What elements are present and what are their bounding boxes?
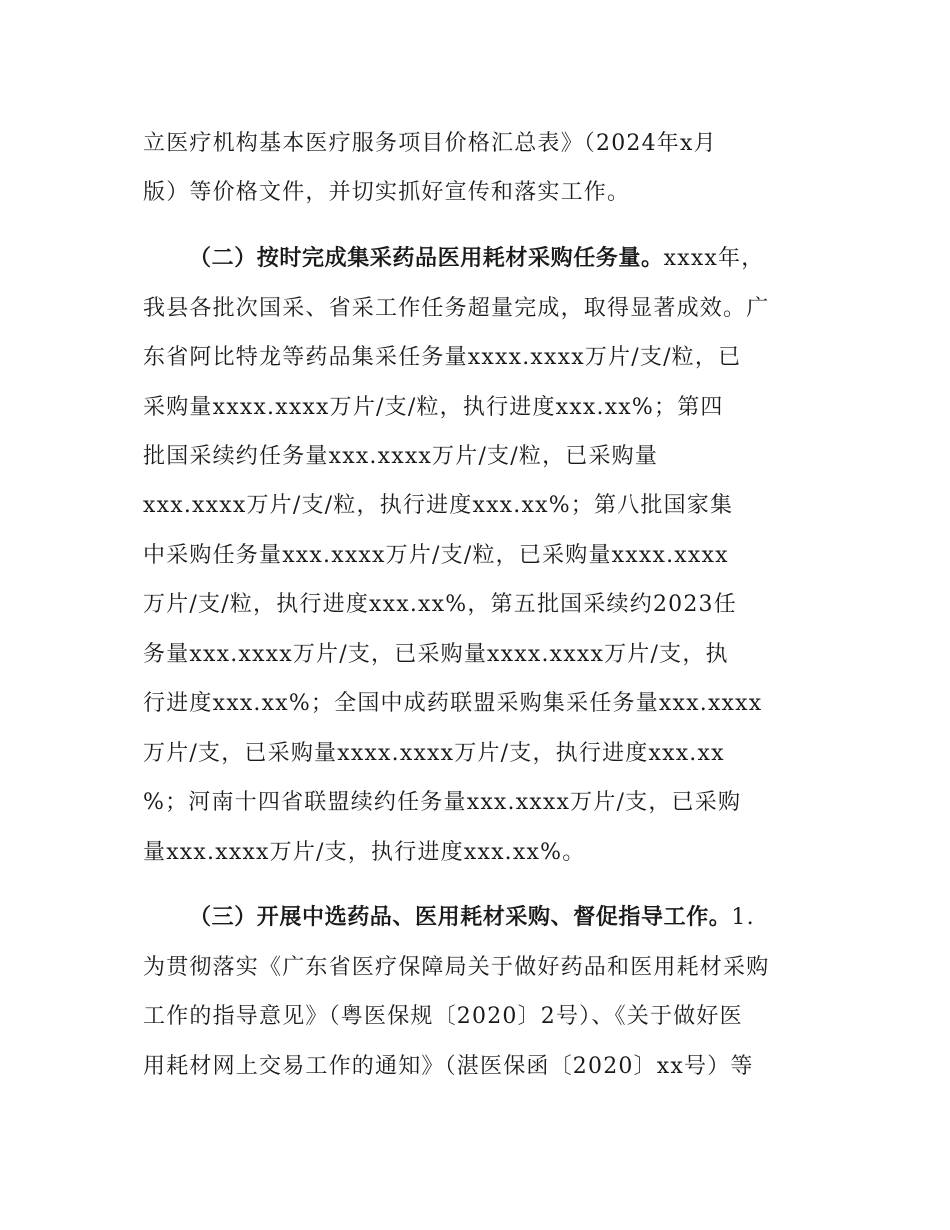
section-heading-3: （三）开展中选药品、医用耗材采购、督促指导工作。 <box>189 905 732 930</box>
paragraph-line: 采购量xxxx.xxxx万片/支/粒，执行进度xxx.xx%；第四 <box>143 395 724 420</box>
paragraph-line: 中采购任务量xxx.xxxx万片/支/粒，已采购量xxxx.xxxx <box>143 543 729 568</box>
paragraph-line: %；河南十四省联盟续约任务量xxx.xxxx万片/支，已采购 <box>143 790 742 815</box>
paragraph-text: xxxx年， <box>663 246 765 271</box>
paragraph-line: 行进度xxx.xx%；全国中成药联盟采购集采任务量xxx.xxxx <box>143 691 763 716</box>
paragraph-line: 万片/支，已采购量xxxx.xxxx万片/支，执行进度xxx.xx <box>143 741 725 766</box>
paragraph-line: 版）等价格文件，并切实抓好宣传和落实工作。 <box>143 180 631 205</box>
paragraph-line: 用耗材网上交易工作的通知》（湛医保函〔2020〕xx号）等 <box>143 1054 754 1079</box>
paragraph-line: 批国采续约任务量xxx.xxxx万片/支/粒，已采购量 <box>143 444 659 469</box>
paragraph-line: 东省阿比特龙等药品集采任务量xxxx.xxxx万片/支/粒，已 <box>143 345 742 370</box>
paragraph-heading-line <box>189 244 764 274</box>
paragraph-line: xxx.xxxx万片/支/粒，执行进度xxx.xx%；第八批国家集 <box>143 493 734 518</box>
paragraph-line: 我县各批次国采、省采工作任务超量完成，取得显著成效。广 <box>143 296 770 321</box>
paragraph-heading-line <box>189 903 755 933</box>
paragraph-line: 务量xxx.xxxx万片/支，已采购量xxxx.xxxx万片/支，执 <box>143 642 729 667</box>
paragraph-line: 万片/支/粒，执行进度xxx.xx%，第五批国采续约2023任 <box>143 592 737 617</box>
paragraph-line: 立医疗机构基本医疗服务项目价格汇总表》（2024年x月 <box>143 131 717 156</box>
paragraph-line: 为贯彻落实《广东省医疗保障局关于做好药品和医用耗材采购 <box>143 955 770 980</box>
paragraph-text: 1. <box>731 905 755 930</box>
section-heading-2: （二）按时完成集采药品医用耗材采购任务量。 <box>189 246 664 271</box>
paragraph-line: 量xxx.xxxx万片/支，执行进度xxx.xx%。 <box>143 840 586 865</box>
paragraph-line: 工作的指导意见》（粤医保规〔2020〕2号）、《关于做好医 <box>143 1004 743 1029</box>
